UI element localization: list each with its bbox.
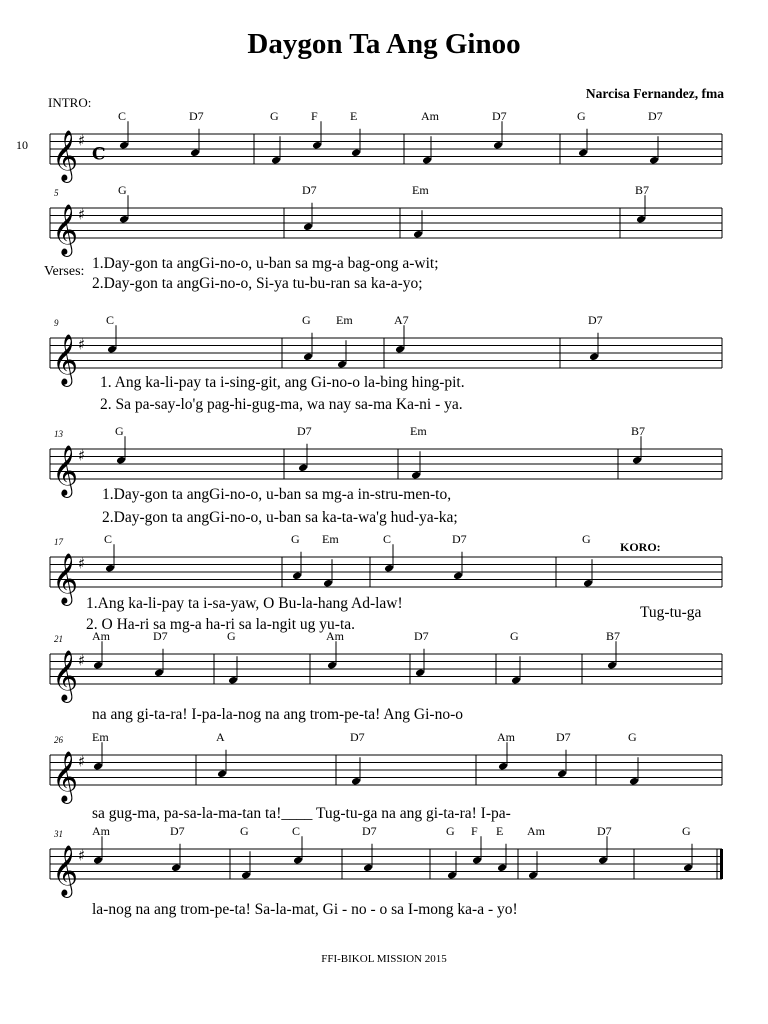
chord-symbol: D7 [170,824,185,838]
chord-symbol: D7 [597,824,612,838]
chord-symbol: C [383,532,392,546]
chord-symbol: G [240,824,249,838]
sharp-icon: ♯ [78,846,86,865]
treble-clef-icon: 𝄞 [52,334,79,385]
sharp-icon: ♯ [78,205,86,224]
lyric-line: sa gug-ma, pa-sa-la-ma-tan ta!____ Tug-tu-ga na ang gi-ta-ra! I-pa- [92,805,511,822]
lyric-line: Tug-tu-ga [640,604,702,621]
chord-symbol: B7 [606,629,621,643]
verses-label: Verses: [44,264,85,279]
lyric-line: 2. O Ha-ri sa mg-a ha-ri sa la-ngit ug yu-ta. [86,616,356,633]
chord-symbol: D7 [302,183,317,197]
measure-number: 17 [54,537,63,547]
chord-symbol: G [291,532,300,546]
sharp-icon: ♯ [78,651,86,670]
measure-number: 5 [54,188,59,198]
chord-symbol: E [496,824,504,838]
lyric-line: 1.Day-gon ta angGi-no-o, u-ban sa mg-a in-stru-men-to, [102,486,452,503]
chord-symbol: D7 [350,730,365,744]
chord-symbol: D7 [414,629,429,643]
common-time-icon: C [92,144,106,165]
lyric-line: 2. Sa pa-say-lo'g pag-hi-gug-ma, wa nay sa-ma Ka-ni - ya. [100,396,463,413]
margin-number: 10 [16,138,28,152]
chord-symbol: F [311,109,318,123]
lyric-line: na ang gi-ta-ra! I-pa-la-nog na ang trom-pe-ta! Ang Gi-no-o [92,706,463,723]
chord-symbol: Am [527,824,545,838]
chord-symbol: G [118,183,127,197]
measure-number: 21 [54,634,63,644]
chord-symbol: Am [326,629,344,643]
chord-symbol: Am [92,824,110,838]
chord-symbol: C [118,109,127,123]
treble-clef-icon: 𝄞 [52,553,79,604]
treble-clef-icon: 𝄞 [52,650,79,701]
sharp-icon: ♯ [78,335,86,354]
treble-clef-icon: 𝄞 [52,751,79,802]
sharp-icon: ♯ [78,752,86,771]
chord-symbol: D7 [189,109,204,123]
chord-symbol: D7 [153,629,168,643]
chord-symbol: C [292,824,301,838]
chord-symbol: G [227,629,236,643]
chord-symbol: A7 [394,313,409,327]
treble-clef-icon: 𝄞 [52,445,79,496]
measure-number: 26 [54,735,63,745]
chord-symbol: G [628,730,637,744]
chord-symbol: B7 [635,183,650,197]
song-title: Daygon Ta Ang Ginoo [247,28,521,60]
chord-symbol: G [115,424,124,438]
chord-symbol: D7 [492,109,507,123]
measure-number: 13 [54,429,63,439]
lyric-line: la-nog na ang trom-pe-ta! Sa-la-mat, Gi - no - o sa I-mong ka-a - yo! [92,901,518,918]
treble-clef-icon: 𝄞 [52,130,79,181]
lyric-line: 1. Ang ka-li-pay ta i-sing-git, ang Gi-no-o la-bing hing-pit. [100,374,465,391]
chord-symbol: Em [92,730,109,744]
sharp-icon: ♯ [78,131,86,150]
chord-symbol: A [216,730,225,744]
chord-symbol: Am [92,629,110,643]
chord-symbol: Am [497,730,515,744]
chord-symbol: Em [336,313,353,327]
chord-symbol: D7 [297,424,312,438]
chord-symbol: G [270,109,279,123]
koro-label: KORO: [620,540,661,554]
treble-clef-icon: 𝄞 [52,845,79,896]
chord-symbol: D7 [452,532,467,546]
lyric-line: 2.Day-gon ta angGi-no-o, Si-ya tu-bu-ran sa ka-a-yo; [92,275,423,292]
chord-symbol: D7 [362,824,377,838]
lyric-line: 1.Ang ka-li-pay ta i-sa-yaw, O Bu-la-hang Ad-law! [86,595,403,612]
chord-symbol: Em [412,183,429,197]
footer-credit: FFI-BIKOL MISSION 2015 [321,953,447,965]
chord-symbol: Em [322,532,339,546]
sharp-icon: ♯ [78,446,86,465]
chord-symbol: G [446,824,455,838]
chord-symbol: E [350,109,358,123]
chord-symbol: G [302,313,311,327]
chord-symbol: G [577,109,586,123]
chord-symbol: D7 [556,730,571,744]
chord-symbol: D7 [648,109,663,123]
chord-symbol: G [682,824,691,838]
chord-symbol: Em [410,424,427,438]
lyric-line: 1.Day-gon ta angGi-no-o, u-ban sa mg-a bag-ong a-wit; [92,255,439,272]
chord-symbol: G [582,532,591,546]
chord-symbol: G [510,629,519,643]
treble-clef-icon: 𝄞 [52,204,79,255]
chord-symbol: B7 [631,424,646,438]
intro-label: INTRO: [48,95,92,110]
measure-number: 31 [54,829,63,839]
chord-symbol: D7 [588,313,603,327]
chord-symbol: C [106,313,115,327]
chord-symbol: F [471,824,478,838]
chord-symbol: C [104,532,113,546]
lyric-line: 2.Day-gon ta angGi-no-o, u-ban sa ka-ta-wa'g hud-ya-ka; [102,509,458,526]
chord-symbol: Am [421,109,439,123]
final-barline-thick [720,849,723,879]
measure-number: 9 [54,318,59,328]
composer-name: Narcisa Fernandez, fma [585,86,724,101]
sharp-icon: ♯ [78,554,86,573]
